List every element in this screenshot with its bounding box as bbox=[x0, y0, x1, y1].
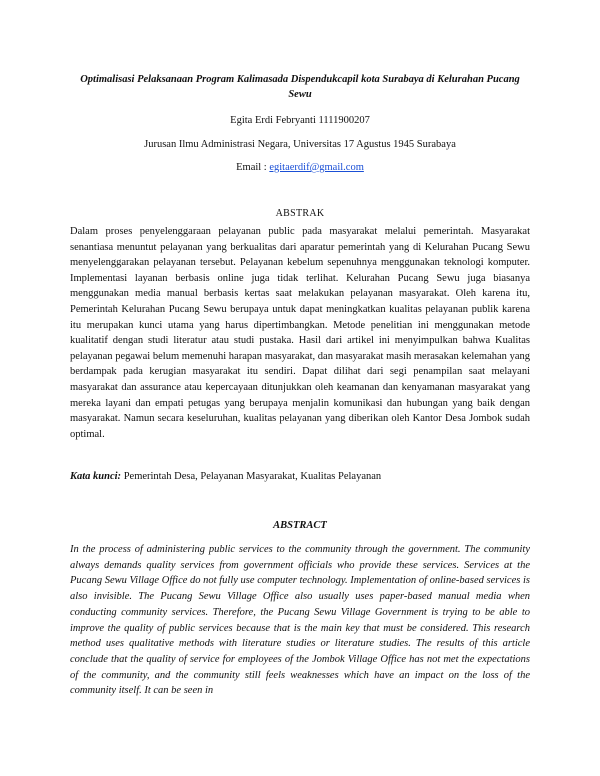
abstrak-heading: ABSTRAK bbox=[275, 208, 325, 219]
abstract-heading: ABSTRACT bbox=[273, 520, 327, 531]
email-line bbox=[0, 161, 600, 175]
keywords-text: Pemerintah Desa, Pelayanan Masyarakat, Kualitas Pelayanan bbox=[121, 471, 382, 482]
keywords-line bbox=[70, 469, 530, 484]
paper-title: Optimalisasi Pelaksanaan Program Kalimasada Dispendukcapil kota Surabaya di Kelurahan Pucang Sewu bbox=[80, 74, 520, 100]
author-line: Egita Erdi Febryanti 1111900207 bbox=[230, 115, 370, 126]
keywords-label: Kata kunci: bbox=[70, 471, 122, 482]
affiliation-line: Jurusan Ilmu Administrasi Negara, Universitas 17 Agustus 1945 Surabaya bbox=[144, 139, 456, 150]
email-label: Email : bbox=[236, 162, 270, 173]
email-link[interactable]: egitaerdif@gmail.com bbox=[269, 162, 364, 173]
abstrak-body: Dalam proses penyelenggaraan pelayanan public pada masyarakat melalui pemerintah. Masyarakat senantiasa menuntut pelayanan yang berkualitas dari aparatur pemerintah yang di Kelurahan Pucang Sewu menyelenggarakan pelayanan tersebut. Pelayanan kebelum sepenuhnya menggunakan teknologi komputer. Implementasi layanan berbasis online juga tidak terlihat. Kelurahan Pucang Sewu juga biasanya menggunakan media manual berbasis kertas saat melakukan pelayanan masyarakat. Oleh karena itu, Pemerintah Kelurahan Pucang Sewu berupaya untuk dapat meningkatkan kualitas pelayanan publik karena itu merupakan kunci utama yang harus dipertimbangkan. Metode penelitian ini menggunakan metode kualitatif dengan studi literatur atau studi pustaka. Hasil dari artikel ini menyimpulkan bahwa Kualitas pelayanan pegawai belum memenuhi harapan masyarakat, dan masyarakat masih merasakan kelemahan yang berdampak pada kerugian masyarakat itu sendiri. Dapat dilihat dari segi penampilan saat melayani masyarakat dan assurance atau kepercayaan ditunjukkan oleh keamanan dan kenyamanan masyarakat yang mereka layani dan empati petugas yang berupaya menjalin komunikasi dan hubungan yang baik dengan masyarakat. Namun secara keseluruhan, kualitas pelayanan yang diberikan oleh Kantor Desa Jombok sudah optimal. bbox=[70, 226, 530, 440]
abstract-body: In the process of administering public services to the community through the government. The community always demands quality services from government officials who provide these services. Services at the Pucang Sewu Village Office do not fully use computer technology. Implementation of online-based services is also invisible. The Pucang Sewu Village Office also usually uses paper-based manual media when conducting community services. Therefore, the Pucang Sewu Village Government is trying to be able to improve the quality of public services because that is the main key that must be considered. This research method uses qualitative methods with literature studies or literature studies. The results of this article conclude that the quality of service for employees of the Jombok Village Office has not met the expectations of the community, and the community still feels weaknesses which have an impact on the loss of the community itself. It can be seen in bbox=[70, 544, 530, 697]
